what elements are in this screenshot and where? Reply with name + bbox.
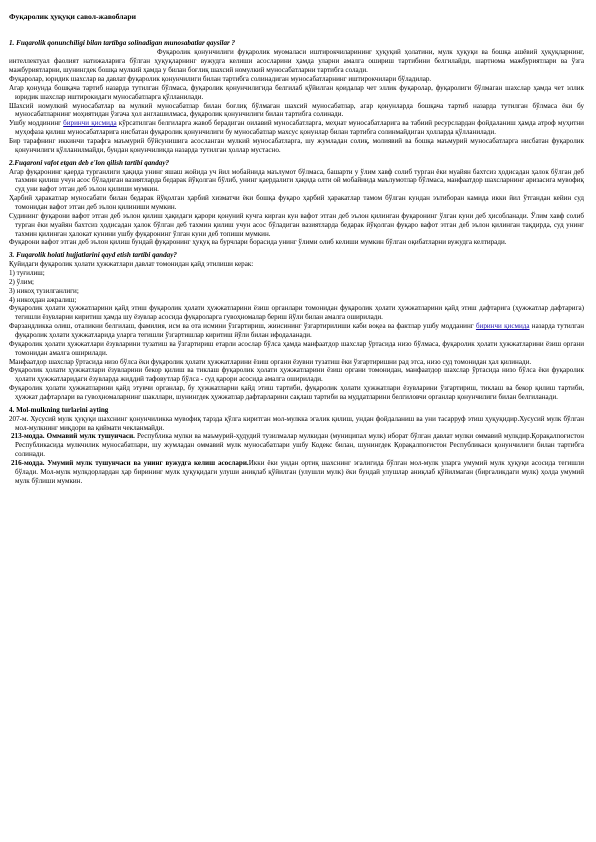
article-216 (9, 459, 584, 486)
q2-paragraph-4: Фуқарони вафот этган деб эълон қилиш бундай фуқаронинг ҳуқуқ ва бурчлари борасида унинг ўлими олиб келиши мумкин бўлган оқибатларни вужудга келтиради. (9, 238, 507, 247)
list-item: 4) никоҳдан ажралиш; (9, 295, 77, 304)
q3-paragraph-1: Фуқаролик ҳолати ҳужжатларини қайд этиш фуқаролик ҳолати ҳужжатларини ёзиш органлари томонидан фуқаролик ҳолати ҳужжатларини қайд этиш дафтарига (ҳужжатлар дафтарига) тегишли ёзувларни киритиш ҳамда шу ёзувлар асосида фуқароларга гувоҳномалар бериш йўли билан амалга оширилади. (9, 304, 584, 322)
question-4-heading: 4. Mol-mulkning turlarini ayting (9, 405, 109, 414)
list-item: 2) ўлим; (9, 277, 35, 286)
q3-p2-text-a: Фарзандликка олиш, оталикни белгилаш, фамилия, исм ва ота исмини ўзгартириш, жинсининг ўзгартирилиши каби воқеа ва фактлар ушбу модданинг (9, 322, 476, 331)
q1-paragraph-4: Шахсий номулкий муносабатлар ва мулкий муносабатлар билан боғлиқ бўлмаган шахсий муносабатлар, агар қонунларда бошқача тартиб назарда тутилган бўлмаса ёки бу муносабатларнинг моҳиятидан ўзгача ҳол англашилмаса, фуқаролик қонунчилиги билан тартибга солинади. (9, 101, 584, 119)
article-213-text: Республика мулки ва маъмурий-ҳудудий тузилмалар мулкидан (муниципал мулк) иборат бўлган давлат мулки оммавий мулкдир.Қорақалпоғистон Республикасида мулкчилик муносабатлари, шу жумладан оммавий мулк муносабатлари ушбу Кодекс билан, шунингдек Қорақалпоғистон Республикаси қонунчилиги билан тартибга солинади. (15, 432, 584, 459)
q1-p5-text-b: кўрсатилган белгиларга жавоб берадиган оилавий муносабатларга, меҳнат муносабатларига ва табиий ресурслардан фойдаланиш ҳамда атроф муҳитни муҳофаза қилиш муносабатларига нисбатан фуқаролик қонунчилиги бу муносабатлар махсус қонунлар билан тартибга солинмайдиган ҳолларда қўлланилади. (15, 119, 584, 137)
q4-paragraph-1: 207-м. Хусусий мулк ҳуқуқи шахснинг қонунчиликка мувофиқ тарзда қўлга киритган мол-мулкка эгалик қилиш, ундан фойдаланиш ва уни тасарруф этиш ҳуқуқидир.Хусусий мулк бўлган мол-мулкнинг миқдори ва қиймати чекланмайди. (9, 414, 584, 432)
document-title: Фуқаролик ҳуқуқи савол-жавоблари (9, 12, 136, 21)
q1-p5-text-a: Ушбу моддининг (9, 119, 64, 128)
q1-paragraph-2: Фуқаролар, юридик шахслар ва давлат фуқаролик қонунчилиги билан тартибга солинадиган муносабатларнинг иштирокчилари бўладилар. (9, 74, 432, 83)
q1-paragraph-6: Бир тарафнинг иккинчи тарафга маъмурий бўйсунишига асосланган мулкий муносабатларга, шу жумладан солиқ, молиявий ва бошқа маъмурий муносабатларга нисбатан фуқаролик қонунчилиги қўлланилмайди, бундан қонунчиликда назарда тутилган ҳоллар мустасно. (9, 136, 584, 154)
question-2-heading: 2.Fuqaroni vafot etgan deb e'lon qilish tartibi qanday? (9, 158, 170, 167)
q2-paragraph-2: Ҳарбий ҳаракатлар муносабати билан бедарак йўқолган ҳарбий хизматчи ёки бошқа фуқаро ҳарбий ҳаракатлар тамом бўлган кундан эътиборан камида икки йил ўтгандан кейин суд томонидан вафот этган деб эълон қилиниши мумкин. (9, 194, 584, 211)
article-213 (9, 432, 584, 459)
q3-p2-text-b: назарда тутилган фуқаролик ҳолати ҳужжатларида уларга тегишли ўзгартишлар киритиш йўли билан ифодаланади. (15, 322, 585, 339)
q3-paragraph-3: Фуқаролик ҳолати ҳужжатлари ёзувларини тузатиш ва ўзгартириш етарли асослар бўлса ҳамда манфаатдор шахслар ўртасида низо бўлмаса, фуқаролик ҳолати ҳужжатларини ёзиш органи томонидан амалга оширилади. (9, 339, 584, 357)
article-216-title: 216-модда. Умумий мулк тушунчаси ва унинг вужудга келиш асослари. (11, 459, 249, 468)
list-item: 3) никоҳ тузилганлиги; (9, 286, 79, 295)
q3-intro: Қуйидаги фуқаролик ҳолати ҳужжатлари давлат томонидан қайд этилиши керак: (9, 260, 254, 269)
q3-paragraph-5: Фуқаролик ҳолати ҳужжатлари ёзувларини бекор қилиш ва тиклаш фуқаролик ҳолати ҳужжатларини ёзиш органи томонидан, манфаатдор шахслар ўртасида низо бўлса ёки фуқаролик ҳолати ҳужжатларидаги ёзувларда жиддий тафовутлар бўлса - суд қарори асосида амалга оширилади. (9, 366, 584, 384)
question-3-heading: 3. Fuqarolik holati hujjatlarini qayd etish tartibi qanday? (9, 251, 177, 260)
q2-paragraph-3: Судининг фуқарони вафот этган деб эълон қилиш ҳақидаги қарори қонуний кучга кирган кун вафот этган деб эълон қилинган фуқаронинг ўлган куни деб ҳисобланади. Ўлим хавф солиб турган ёки муайян бахтсиз ҳодисадан ҳалок бўлган деб тахмин қилиш учун асос бўладиган вазиятларда бедарак йўқолган фуқаро вафот этган деб эълон қилинган тақдирда, суд унинг тахмин қилинган ҳалокат кунини ушбу фуқаронинг ўлган куни деб топиши мумкин. (9, 211, 584, 238)
q3-paragraph-4: Манфаатдор шахслар ўртасида низо бўлса ёки фуқаролик ҳолати ҳужжатларини ёзиш органи ёзувни тузатиш ёки ўзгартиришни рад этса, низо суд томонидан ҳал қилинади. (9, 357, 532, 366)
q1-paragraph-3: Агар қонунда бошқача тартиб назарда тутилган бўлмаса, фуқаролик қонунчилигида белгилаб қўйилган қоидалар чет эллик фуқаролар, фуқаролиги бўлмаган шахслар ҳамда чет эллик юридик шахслар иштирокидаги муносабатларга қўлланилади. (9, 83, 584, 101)
q1-intro-paragraph: Фуқаролик қонунчилиги фуқаролик муомаласи иштирокчиларининг ҳуқуқий ҳолатини, мулк ҳуқуқи ва бошқа ашёвий ҳуқуқларнинг, интеллектуал фаолият натижаларига бўлган ҳуқуқларнинг вужудга келиши асосларини ҳамда уларни амалга ошириш тартибини белгилайди, шартнома мажбуриятлари ва ўзга мажбуриятларни, шунингдек бошқа мулкий ҳамда у билан боғлиқ шахсий номулкий муносабатларни тартибга солади. (9, 48, 584, 75)
article-216-text: Икки ёки ундан ортиқ шахснинг эгалигида бўлган мол-мулк уларга умумий мулк ҳуқуқи асосида тегишли бўлади. Мол-мулк мулкдорлардан ҳар бирининг мулк ҳуқуқидаги улуши аниқлаб қўйилган (улушли мулк) ёки бундай улушлар аниқлаб қўйилмаган (биргаликдаги мулк) ҳолда умумий мулк бўлиши мумкин. (15, 459, 584, 485)
article-part-link[interactable]: биринчи қисмида (475, 322, 530, 331)
question-1-heading: 1. Fuqarolik qonunchiligi bilan tartibga solinadigan munosabatlar qaysilar ? (9, 39, 236, 48)
article-213-title: 213-модда. Оммавий мулк тушунчаси. (11, 432, 135, 441)
q1-paragraph-5 (9, 119, 584, 137)
q2-paragraph-1: Агар фуқаронинг қаерда турганлиги ҳақида унинг яшаш жойида уч йил мобайнида маълумот бўлмаса, башарти у ўлим хавф солиб турган ёки муайян бахтсиз ҳодисадан ҳалок бўлган деб тахмин қилиш учун асос бўладиган вазиятларда бедарак йўқолган бўлиб, унинг қаердалиги ҳақида олти ой мобайнида маълумотлар бўлмаса, манфаатдор шахсларнинг аризасига мувофиқ суд уни вафот этган деб эълон қилиши мумкин. (9, 167, 584, 194)
list-item: 1) туғилиш; (9, 268, 45, 277)
q3-paragraph-2 (9, 322, 584, 340)
q3-paragraph-6: Фуқаролик ҳолати ҳужжатларини қайд этувчи органлар, бу ҳужжатларни қайд этиш тартиби, фуқаролик ҳолати ҳужжатлари ёзувларини ўзгартириш, тиклаш ва бекор қилиш тартиби, ҳужжат дафтарлари ва гувоҳномаларнинг шакллари, шунингдек ҳужжатлар дафтарларини сақлаш тартиби ва муддатларини белгиловчи органлар қонунчилиги билан белгиланади. (9, 384, 584, 401)
article-part-link[interactable]: биринчи қисмида (63, 119, 117, 128)
